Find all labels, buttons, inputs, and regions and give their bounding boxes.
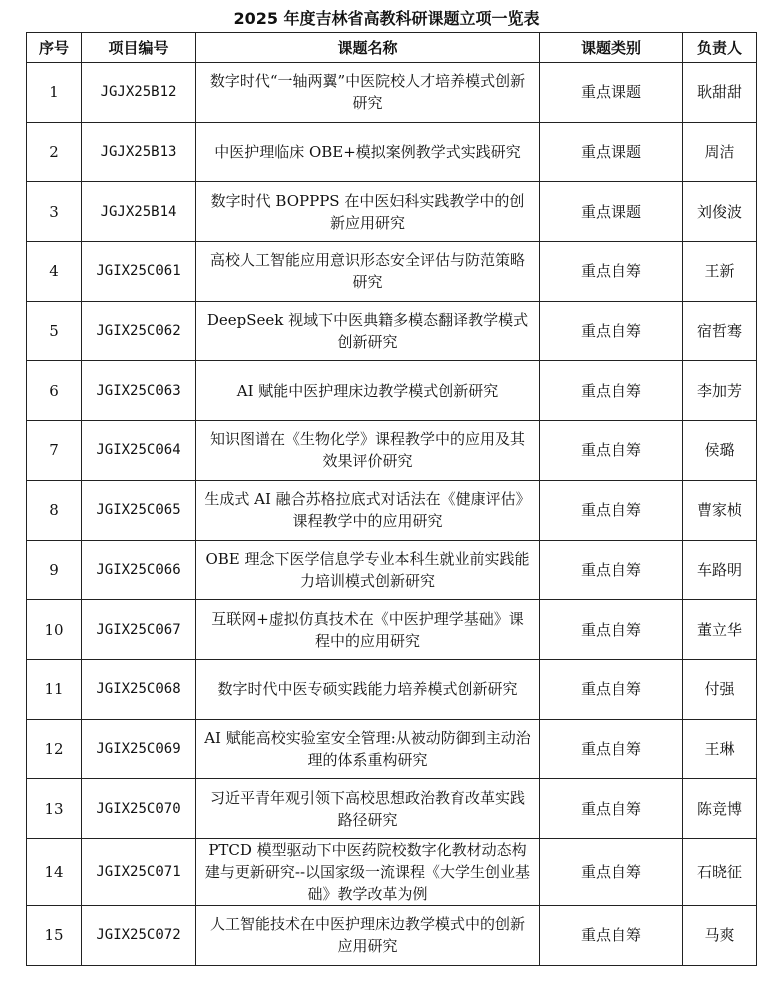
project-code-cell: JGIX25C065 bbox=[82, 480, 196, 540]
header-leader: 负责人 bbox=[683, 33, 757, 63]
project-code-cell: JGJX25B13 bbox=[82, 122, 196, 182]
leader-cell: 王琳 bbox=[683, 719, 757, 779]
serial-number-cell: 5 bbox=[27, 301, 82, 361]
project-category-cell: 重点自筹 bbox=[540, 480, 683, 540]
project-category-cell: 重点自筹 bbox=[540, 838, 683, 905]
project-code-cell: JGIX25C072 bbox=[82, 905, 196, 965]
leader-cell: 李加芳 bbox=[683, 361, 757, 421]
serial-number-cell: 8 bbox=[27, 480, 82, 540]
table-header-row bbox=[27, 33, 757, 63]
project-category-cell: 重点自筹 bbox=[540, 242, 683, 302]
serial-number-cell: 6 bbox=[27, 361, 82, 421]
serial-number-cell: 3 bbox=[27, 182, 82, 242]
project-table bbox=[26, 32, 757, 966]
leader-cell: 宿哲骞 bbox=[683, 301, 757, 361]
project-category-cell: 重点自筹 bbox=[540, 905, 683, 965]
header-project-name: 课题名称 bbox=[196, 33, 540, 63]
project-name-cell: 数字时代“一轴两翼”中医院校人才培养模式创新研究 bbox=[196, 63, 540, 123]
serial-number-cell: 4 bbox=[27, 242, 82, 302]
project-code-cell: JGJX25B14 bbox=[82, 182, 196, 242]
project-name-cell: 中医护理临床 OBE+模拟案例教学式实践研究 bbox=[196, 122, 540, 182]
project-code-cell: JGIX25C071 bbox=[82, 838, 196, 905]
table-row bbox=[27, 779, 757, 839]
project-name-cell: 数字时代中医专硕实践能力培养模式创新研究 bbox=[196, 659, 540, 719]
project-name-cell: 高校人工智能应用意识形态安全评估与防范策略研究 bbox=[196, 242, 540, 302]
project-name-cell: 习近平青年观引领下高校思想政治教育改革实践路径研究 bbox=[196, 779, 540, 839]
header-serial-number: 序号 bbox=[27, 33, 82, 63]
project-code-cell: JGIX25C068 bbox=[82, 659, 196, 719]
leader-cell: 耿甜甜 bbox=[683, 63, 757, 123]
table-body bbox=[27, 63, 757, 966]
project-name-cell: 人工智能技术在中医护理床边教学模式中的创新应用研究 bbox=[196, 905, 540, 965]
table-row bbox=[27, 63, 757, 123]
table-row bbox=[27, 361, 757, 421]
leader-cell: 曹家桢 bbox=[683, 480, 757, 540]
leader-cell: 付强 bbox=[683, 659, 757, 719]
leader-cell: 董立华 bbox=[683, 600, 757, 660]
table-row bbox=[27, 600, 757, 660]
serial-number-cell: 13 bbox=[27, 779, 82, 839]
project-category-cell: 重点自筹 bbox=[540, 421, 683, 481]
project-name-cell: PTCD 模型驱动下中医药院校数字化教材动态构建与更新研究--以国家级一流课程《大学生创业基础》教学改革为例 bbox=[196, 838, 540, 905]
table-row bbox=[27, 905, 757, 965]
table-row bbox=[27, 182, 757, 242]
header-project-category: 课题类别 bbox=[540, 33, 683, 63]
leader-cell: 周洁 bbox=[683, 122, 757, 182]
project-category-cell: 重点自筹 bbox=[540, 361, 683, 421]
serial-number-cell: 12 bbox=[27, 719, 82, 779]
serial-number-cell: 7 bbox=[27, 421, 82, 481]
project-name-cell: 互联网+虚拟仿真技术在《中医护理学基础》课程中的应用研究 bbox=[196, 600, 540, 660]
project-code-cell: JGJX25B12 bbox=[82, 63, 196, 123]
table-row bbox=[27, 242, 757, 302]
document-title: 2025 年度吉林省高教科研课题立项一览表 bbox=[233, 9, 540, 28]
project-code-cell: JGIX25C070 bbox=[82, 779, 196, 839]
table-row bbox=[27, 421, 757, 481]
serial-number-cell: 1 bbox=[27, 63, 82, 123]
leader-cell: 王新 bbox=[683, 242, 757, 302]
project-category-cell: 重点自筹 bbox=[540, 659, 683, 719]
project-name-cell: DeepSeek 视域下中医典籍多模态翻译教学模式创新研究 bbox=[196, 301, 540, 361]
table-row bbox=[27, 659, 757, 719]
serial-number-cell: 14 bbox=[27, 838, 82, 905]
serial-number-cell: 11 bbox=[27, 659, 82, 719]
leader-cell: 车路明 bbox=[683, 540, 757, 600]
project-category-cell: 重点自筹 bbox=[540, 540, 683, 600]
project-code-cell: JGIX25C066 bbox=[82, 540, 196, 600]
project-code-cell: JGIX25C062 bbox=[82, 301, 196, 361]
project-name-cell: 生成式 AI 融合苏格拉底式对话法在《健康评估》课程教学中的应用研究 bbox=[196, 480, 540, 540]
leader-cell: 石晓征 bbox=[683, 838, 757, 905]
table-row bbox=[27, 540, 757, 600]
project-code-cell: JGIX25C063 bbox=[82, 361, 196, 421]
serial-number-cell: 9 bbox=[27, 540, 82, 600]
table-row bbox=[27, 122, 757, 182]
project-name-cell: 知识图谱在《生物化学》课程教学中的应用及其效果评价研究 bbox=[196, 421, 540, 481]
table-row bbox=[27, 838, 757, 905]
project-name-cell: AI 赋能高校实验室安全管理:从被动防御到主动治理的体系重构研究 bbox=[196, 719, 540, 779]
project-category-cell: 重点自筹 bbox=[540, 600, 683, 660]
project-name-cell: AI 赋能中医护理床边教学模式创新研究 bbox=[196, 361, 540, 421]
table-row bbox=[27, 480, 757, 540]
project-category-cell: 重点课题 bbox=[540, 63, 683, 123]
serial-number-cell: 15 bbox=[27, 905, 82, 965]
project-code-cell: JGIX25C069 bbox=[82, 719, 196, 779]
leader-cell: 侯璐 bbox=[683, 421, 757, 481]
project-name-cell: OBE 理念下医学信息学专业本科生就业前实践能力培训模式创新研究 bbox=[196, 540, 540, 600]
table-row bbox=[27, 301, 757, 361]
project-code-cell: JGIX25C067 bbox=[82, 600, 196, 660]
project-category-cell: 重点课题 bbox=[540, 182, 683, 242]
table-row bbox=[27, 719, 757, 779]
leader-cell: 陈竞博 bbox=[683, 779, 757, 839]
leader-cell: 刘俊波 bbox=[683, 182, 757, 242]
project-name-cell: 数字时代 BOPPPS 在中医妇科实践教学中的创新应用研究 bbox=[196, 182, 540, 242]
project-code-cell: JGIX25C061 bbox=[82, 242, 196, 302]
header-project-code: 项目编号 bbox=[82, 33, 196, 63]
serial-number-cell: 10 bbox=[27, 600, 82, 660]
leader-cell: 马爽 bbox=[683, 905, 757, 965]
project-category-cell: 重点自筹 bbox=[540, 779, 683, 839]
project-category-cell: 重点自筹 bbox=[540, 719, 683, 779]
project-category-cell: 重点课题 bbox=[540, 122, 683, 182]
project-code-cell: JGIX25C064 bbox=[82, 421, 196, 481]
project-category-cell: 重点自筹 bbox=[540, 301, 683, 361]
serial-number-cell: 2 bbox=[27, 122, 82, 182]
